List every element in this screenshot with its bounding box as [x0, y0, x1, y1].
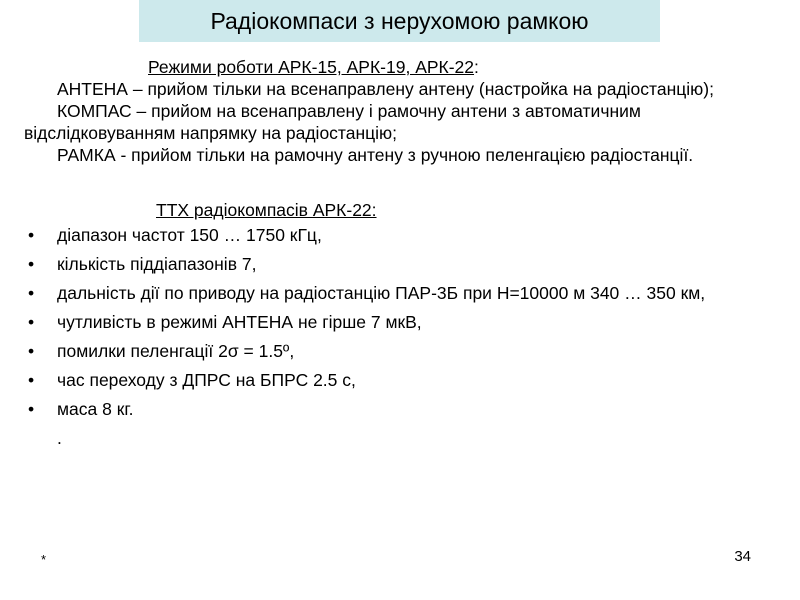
modes-heading-text: Режими роботи АРК-15, АРК-19, АРК-22	[148, 57, 475, 77]
slide-title: Радіокомпаси з нерухомою рамкою	[210, 7, 589, 34]
modes-heading	[24, 56, 764, 78]
slide-title-banner	[139, 0, 660, 42]
trailing-dot: .	[57, 428, 62, 448]
page-number: 34	[734, 548, 751, 565]
list-item	[24, 253, 764, 275]
list-item	[24, 311, 764, 333]
list-item	[24, 369, 764, 391]
bullet-icon: •	[28, 399, 35, 419]
modes-heading-suffix: :	[474, 57, 479, 77]
spec-mass: маса 8 кг.	[57, 399, 134, 419]
bullet-icon: •	[28, 225, 35, 245]
mode-compass: КОМПАС – прийом на всенаправлену і рамочну антени з автоматичним відслідковуванням напрямку на радіостанцію;	[24, 101, 641, 143]
list-item	[24, 340, 764, 362]
list-item	[24, 398, 764, 420]
bullet-icon: •	[28, 312, 35, 332]
spec-switch-time: час переходу з ДПРС на БПРС 2.5 с,	[57, 370, 356, 390]
mode-antenna: АНТЕНА – прийом тільки на всенаправлену антену (настройка на радіостанцію);	[57, 79, 714, 99]
spec-subbands: кількість піддіапазонів 7,	[57, 254, 257, 274]
specs-list	[24, 224, 764, 420]
spec-bearing-error: помилки пеленгації 2σ = 1.5º,	[57, 341, 295, 361]
slide-body	[24, 56, 764, 449]
bullet-icon: •	[28, 254, 35, 274]
list-item	[24, 282, 764, 304]
spacer	[24, 166, 764, 199]
bullet-icon: •	[28, 341, 35, 361]
mode-frame: РАМКА - прийом тільки на рамочну антену з ручною пеленгацією радіостанції.	[57, 145, 694, 165]
specs-heading: ТТХ радіокомпасів АРК-22:	[156, 200, 377, 220]
spec-range: дальність дії по приводу на радіостанцію ПАР-3Б при Н=10000 м 340 … 350 км,	[57, 283, 706, 303]
bullet-icon: •	[28, 283, 35, 303]
spec-sensitivity: чутливість в режимі АНТЕНА не гірше 7 мкВ,	[57, 312, 422, 332]
bullet-icon: •	[28, 370, 35, 390]
footer-marker: *	[41, 552, 47, 567]
list-item	[24, 224, 764, 246]
spec-frequency-range: діапазон частот 150 … 1750 кГц,	[57, 225, 322, 245]
